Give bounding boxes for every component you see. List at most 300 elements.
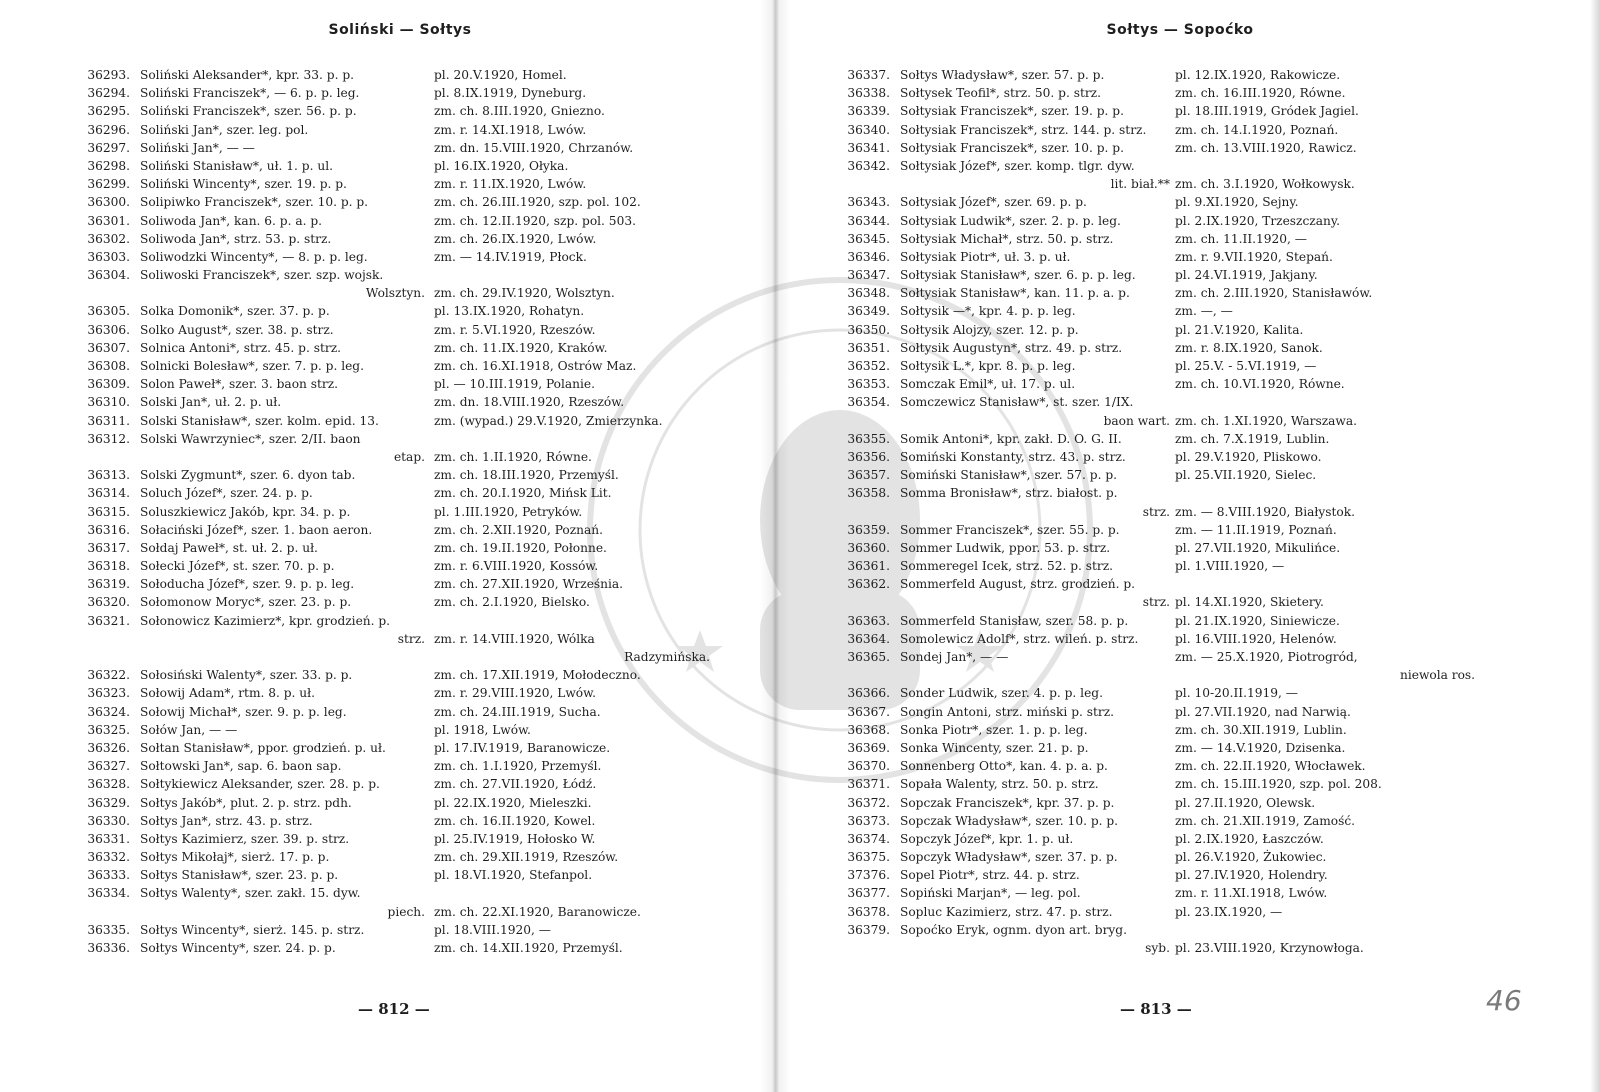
entry-number: 36343. — [847, 195, 890, 210]
entry-line — [830, 921, 1510, 939]
entry-name: Sondej Jan*, — — — [900, 650, 1009, 664]
pencil-note: 46 — [1486, 984, 1522, 1017]
entry-line — [830, 866, 1510, 884]
entry-number: 36314. — [87, 486, 130, 501]
list-item — [830, 393, 1510, 429]
entry-result: zm. ch. 17.XII.1919, Mołodeczno. — [434, 668, 641, 683]
entry-result: pl. 25.IV.1919, Hołosko W. — [434, 831, 596, 846]
entry-name: Sonka Wincenty, szer. 21. p. p. — [900, 740, 1089, 755]
list-item — [830, 430, 1510, 448]
entry-unit-continuation: strz. — [397, 631, 425, 646]
entry-name: Sopała Walenty, strz. 50. p. strz. — [900, 777, 1099, 792]
entry-name: Sopczyk Władysław*, szer. 37. p. p. — [900, 850, 1118, 865]
entry-result: zm. ch. 30.XII.1919, Lublin. — [1175, 722, 1347, 737]
entry-name: Soliwoda Jan*, kan. 6. p. a. p. — [140, 213, 323, 228]
entry-number: 36367. — [847, 704, 890, 719]
entry-number: 36377. — [847, 886, 890, 901]
entry-number: 36358. — [847, 486, 890, 501]
list-item — [830, 284, 1510, 302]
list-item — [830, 794, 1510, 812]
entry-continuation — [70, 284, 710, 302]
entry-line — [70, 357, 710, 375]
entry-name: Solipiwko Franciszek*, szer. 10. p. p. — [140, 195, 369, 210]
entry-number: 36303. — [87, 249, 130, 264]
entry-number: 36312. — [87, 431, 130, 446]
entry-line — [70, 503, 710, 521]
list-item — [70, 357, 710, 375]
entry-result: zm. ch. 24.III.1919, Sucha. — [434, 704, 601, 719]
entry-name: Sołtowski Jan*, sap. 6. baon sap. — [140, 759, 342, 774]
list-item — [830, 830, 1510, 848]
entry-result: pl. 1.III.1920, Petryków. — [434, 504, 583, 519]
entry-line — [830, 521, 1510, 539]
list-item — [830, 375, 1510, 393]
entry-number: 36345. — [847, 231, 890, 246]
entry-number: 36366. — [847, 686, 890, 701]
entry-name: Solka Domonik*, szer. 37. p. p. — [140, 304, 330, 319]
list-item — [70, 539, 710, 557]
list-item — [830, 684, 1510, 702]
list-item — [70, 339, 710, 357]
entry-result: pl. 10-20.II.1919, — — [1175, 686, 1298, 701]
list-item — [830, 121, 1510, 139]
entry-continuation — [830, 503, 1510, 521]
entry-number: 36327. — [87, 759, 130, 774]
entry-result: pl. 25.VII.1920, Sielec. — [1175, 468, 1317, 483]
entry-name: Soliński Wincenty*, szer. 19. p. p. — [140, 177, 347, 192]
list-item — [70, 739, 710, 757]
entry-name: Solko August*, szer. 38. p. strz. — [140, 322, 334, 337]
entry-number: 36294. — [87, 86, 130, 101]
entry-number: 36329. — [87, 795, 130, 810]
list-item — [830, 302, 1510, 320]
entry-number: 36301. — [87, 213, 130, 228]
entry-name: Sołtys Władysław*, szer. 57. p. p. — [900, 68, 1105, 82]
entry-number: 36316. — [87, 522, 130, 537]
entry-line — [70, 593, 710, 611]
entry-line — [830, 648, 1510, 666]
entry-line — [70, 866, 710, 884]
entry-number: 37376. — [847, 868, 890, 883]
entry-name: Somczak Emil*, uł. 17. p. ul. — [900, 377, 1076, 392]
list-item — [70, 175, 710, 193]
entry-line — [70, 684, 710, 702]
entry-name: Somczewicz Stanisław*, st. szer. 1/IX. — [900, 395, 1134, 410]
entry-line — [70, 794, 710, 812]
entry-name: Sołonowicz Kazimierz*, kpr. grodzień. p. — [140, 613, 391, 628]
entry-number: 36354. — [847, 395, 890, 410]
list-item — [830, 484, 1510, 520]
list-item — [830, 648, 1510, 684]
entry-line — [830, 812, 1510, 830]
entry-number: 36318. — [87, 559, 130, 574]
entry-number: 36323. — [87, 686, 130, 701]
entry-number: 36373. — [847, 813, 890, 828]
list-item — [70, 721, 710, 739]
entry-line — [830, 121, 1510, 139]
list-item — [70, 757, 710, 775]
entry-name: Soliński Jan*, — — — [140, 140, 255, 155]
entry-line — [830, 612, 1510, 630]
entry-name: Sołtys Wincenty*, sierż. 145. p. strz. — [140, 922, 365, 937]
entry-name: Sommerfeld August, strz. grodzień. p. — [900, 577, 1136, 592]
entry-line — [830, 557, 1510, 575]
entry-line — [830, 302, 1510, 320]
entry-name: Songin Antoni, strz. miński p. strz. — [900, 704, 1115, 719]
entry-name: Solski Jan*, uł. 2. p. uł. — [140, 395, 282, 410]
entry-number: 36331. — [87, 831, 130, 846]
entry-result: zm. ch. 26.III.1920, szp. pol. 102. — [434, 195, 641, 210]
entry-name: Sonka Piotr*, szer. 1. p. p. leg. — [900, 722, 1088, 737]
entry-unit-continuation: piech. — [387, 904, 425, 919]
list-item — [830, 266, 1510, 284]
list-item — [70, 939, 710, 957]
entry-result: pl. 16.VIII.1920, Helenów. — [1175, 631, 1337, 646]
list-item — [830, 703, 1510, 721]
entry-line — [830, 794, 1510, 812]
entry-result: pl. 21.IX.1920, Siniewicze. — [1175, 613, 1340, 628]
entry-result: zm. r. 5.VI.1920, Rzeszów. — [434, 322, 596, 337]
entry-result: pl. 27.VII.1920, Mikulińce. — [1175, 540, 1341, 555]
entry-result: zm. ch. 15.III.1920, szp. pol. 208. — [1175, 777, 1382, 792]
list-item — [830, 557, 1510, 575]
list-item — [70, 321, 710, 339]
entry-name: Sołtys Walenty*, szer. zakł. 15. dyw. — [140, 886, 361, 901]
entry-result: zm. ch. 1.I.1920, Przemyśl. — [434, 759, 602, 774]
entry-tail — [70, 648, 710, 666]
entry-line — [830, 248, 1510, 266]
entry-line — [830, 484, 1510, 502]
entry-number: 36334. — [87, 886, 130, 901]
entry-line — [830, 266, 1510, 284]
entry-number: 36308. — [87, 359, 130, 373]
entry-line — [830, 375, 1510, 393]
entry-name: Sopczak Franciszek*, kpr. 37. p. p. — [900, 795, 1115, 810]
entry-name: Somolewicz Adolf*, strz. wileń. p. strz. — [900, 631, 1139, 646]
entry-line — [70, 102, 710, 120]
entry-result: pl. 18.III.1919, Gródek Jagiel. — [1175, 104, 1359, 119]
list-item — [830, 139, 1510, 157]
list-item — [70, 666, 710, 684]
entry-number: 36349. — [847, 304, 890, 319]
list-item — [70, 121, 710, 139]
entry-result: pl. 24.VI.1919, Jakjany. — [1175, 268, 1318, 283]
entry-result: zm. — 25.X.1920, Piotrogród, — [1175, 650, 1358, 664]
entry-name: Sołtysek Teofil*, strz. 50. p. strz. — [900, 86, 1101, 101]
entry-line — [830, 339, 1510, 357]
entry-name: Sonnenberg Otto*, kan. 4. p. a. p. — [900, 759, 1108, 774]
entry-result: zm. r. 14.XI.1918, Lwów. — [434, 122, 587, 137]
list-item — [830, 66, 1510, 84]
entry-number: 36293. — [87, 68, 130, 82]
entry-result: pl. 25.V. - 5.VI.1919, — — [1175, 359, 1317, 373]
entry-number: 36297. — [87, 140, 130, 155]
list-item — [830, 721, 1510, 739]
entry-name: Sołtys Mikołaj*, sierż. 17. p. p. — [140, 850, 330, 865]
entry-line — [830, 102, 1510, 120]
entry-name: Soluszkiewicz Jakób, kpr. 34. p. p. — [140, 504, 351, 519]
list-item — [70, 102, 710, 120]
entry-number: 36372. — [847, 795, 890, 810]
entry-number: 36337. — [847, 68, 890, 82]
entry-name: Sołtys Jakób*, plut. 2. p. strz. pdh. — [140, 795, 352, 810]
entry-name: Sonder Ludwik, szer. 4. p. p. leg. — [900, 686, 1103, 701]
entry-name: Sołtys Wincenty*, szer. 24. p. p. — [140, 941, 336, 955]
left-page — [0, 0, 775, 1092]
entry-line — [70, 830, 710, 848]
entry-number: 36298. — [87, 158, 130, 173]
entry-name: Sołtan Stanisław*, ppor. grodzień. p. uł. — [140, 740, 386, 755]
entry-number: 36348. — [847, 286, 890, 301]
entry-result: zm. ch. 1.II.1920, Równe. — [434, 449, 592, 464]
entry-number: 36322. — [87, 668, 130, 683]
entry-line — [70, 230, 710, 248]
list-item — [830, 612, 1510, 630]
list-item — [70, 593, 710, 611]
list-item — [70, 66, 710, 84]
entry-number: 36325. — [87, 722, 130, 737]
entry-line — [70, 157, 710, 175]
entry-result: zm. ch. 19.II.1920, Połonne. — [434, 540, 607, 555]
entry-name: Soliński Stanisław*, uł. 1. p. ul. — [140, 158, 333, 173]
entry-name: Sołtysiak Józef*, szer. 69. p. p. — [900, 195, 1087, 210]
entry-line — [830, 357, 1510, 375]
entry-result: zm. ch. 2.XII.1920, Poznań. — [434, 522, 604, 537]
list-item — [830, 521, 1510, 539]
entry-result: pl. 23.IX.1920, — — [1175, 904, 1283, 919]
entry-result: zm. r. 6.VIII.1920, Kossów. — [434, 559, 599, 574]
entry-name: Sołtysiak Franciszek*, strz. 144. p. strz. — [900, 122, 1147, 137]
entry-result: pl. 1918, Lwów. — [434, 722, 531, 737]
entry-result: zm. ch. 22.II.1920, Włocławek. — [1175, 759, 1366, 774]
entry-result: zm. ch. 14.I.1920, Poznań. — [1175, 122, 1339, 137]
entry-line — [830, 903, 1510, 921]
entry-number: 36346. — [847, 249, 890, 264]
list-item — [70, 703, 710, 721]
list-item — [830, 193, 1510, 211]
entry-number: 36302. — [87, 231, 130, 246]
entry-name: Solon Paweł*, szer. 3. baon strz. — [140, 377, 339, 392]
entry-line — [70, 430, 710, 448]
entry-result: zm. ch. 22.XI.1920, Baranowicze. — [434, 904, 641, 919]
list-item — [830, 466, 1510, 484]
entry-line — [70, 139, 710, 157]
entry-unit-continuation: baon wart. — [1103, 413, 1170, 428]
list-item — [830, 903, 1510, 921]
entry-name: Sołtykiewicz Aleksander, szer. 28. p. p. — [140, 777, 380, 792]
entry-line — [70, 193, 710, 211]
list-item — [830, 848, 1510, 866]
entry-line — [830, 739, 1510, 757]
list-item — [70, 266, 710, 302]
entry-result: pl. 20.V.1920, Homel. — [434, 68, 567, 82]
entry-line — [70, 557, 710, 575]
entry-result: zm. ch. 1.XI.1920, Warszawa. — [1175, 413, 1357, 428]
list-item — [70, 375, 710, 393]
entry-result: zm. ch. 11.II.1920, — — [1175, 231, 1307, 246]
entry-number: 36340. — [847, 122, 890, 137]
list-item — [830, 230, 1510, 248]
list-item — [830, 539, 1510, 557]
list-item — [70, 230, 710, 248]
entry-name: Soliński Jan*, szer. leg. pol. — [140, 122, 309, 137]
entry-result: zm. r. 11.XI.1918, Lwów. — [1175, 886, 1328, 901]
entry-result: zm. ch. 29.IV.1920, Wolsztyn. — [434, 286, 615, 301]
entry-number: 36339. — [847, 104, 890, 119]
right-page — [790, 0, 1600, 1092]
list-item — [70, 193, 710, 211]
entry-name: Sommeregel Icek, strz. 52. p. strz. — [900, 559, 1114, 574]
entry-result: pl. 22.IX.1920, Mieleszki. — [434, 795, 592, 810]
entry-result: zm. ch. 2.I.1920, Bielsko. — [434, 595, 590, 610]
list-item — [70, 612, 710, 667]
entry-name: Sołdaj Paweł*, st. uł. 2. p. uł. — [140, 540, 318, 555]
list-item — [830, 739, 1510, 757]
entry-line — [830, 539, 1510, 557]
entry-result: zm. r. 29.VIII.1920, Lwów. — [434, 686, 596, 701]
entry-line — [830, 212, 1510, 230]
entry-line — [70, 721, 710, 739]
entry-result: zm. ch. 14.XII.1920, Przemyśl. — [434, 941, 623, 955]
list-item — [70, 684, 710, 702]
entry-name: Sołecki Józef*, st. szer. 70. p. p. — [140, 559, 335, 574]
entry-line — [830, 721, 1510, 739]
list-item — [830, 339, 1510, 357]
entry-line — [70, 539, 710, 557]
entry-number: 36353. — [847, 377, 890, 392]
entry-line — [70, 575, 710, 593]
entry-result: zm. ch. 27.XII.1920, Września. — [434, 577, 624, 592]
entry-result: zm. ch. 10.VI.1920, Równe. — [1175, 377, 1345, 392]
entry-result: zm. dn. 15.VIII.1920, Chrzanów. — [434, 140, 634, 155]
entry-name: Somik Antoni*, kpr. zakł. D. O. G. II. — [900, 431, 1122, 446]
entry-number: 36356. — [847, 449, 890, 464]
entry-result: pl. 8.IX.1919, Dyneburg. — [434, 86, 587, 101]
entry-result: zm. ch. 29.XII.1919, Rzeszów. — [434, 850, 619, 865]
entry-line — [70, 666, 710, 684]
list-item — [830, 775, 1510, 793]
entry-number: 36364. — [847, 631, 890, 646]
list-item — [830, 921, 1510, 957]
entry-number: 36330. — [87, 813, 130, 828]
entry-result: pl. 2.IX.1920, Trzeszczany. — [1175, 213, 1340, 228]
entry-number: 36368. — [847, 722, 890, 737]
entry-result: zm. ch. 7.X.1919, Lublin. — [1175, 431, 1330, 446]
entry-number: 36375. — [847, 850, 890, 865]
entry-result: pl. — 10.III.1919, Polanie. — [434, 377, 596, 392]
entry-number: 36357. — [847, 468, 890, 483]
entry-continuation — [830, 593, 1510, 611]
entry-line — [830, 848, 1510, 866]
entry-line — [70, 339, 710, 357]
list-item — [830, 884, 1510, 902]
entry-result: zm. ch. 16.III.1920, Równe. — [1175, 86, 1346, 101]
entry-line — [70, 939, 710, 957]
entry-name: Sopluc Kazimierz, strz. 47. p. strz. — [900, 904, 1113, 919]
entry-line — [70, 739, 710, 757]
entry-number: 36347. — [847, 268, 890, 283]
entry-name: Sołosiński Walenty*, szer. 33. p. p. — [140, 668, 353, 683]
entry-result: zm. r. 9.VII.1920, Stepań. — [1175, 249, 1333, 264]
entry-result-tail: Radzymińska. — [624, 650, 710, 664]
entry-tail — [830, 666, 1510, 684]
entry-name: Sołtysiak Piotr*, uł. 3. p. uł. — [900, 249, 1071, 264]
entry-result: pl. 18.VIII.1920, — — [434, 922, 551, 937]
entry-name: Soliński Franciszek*, szer. 56. p. p. — [140, 104, 357, 119]
entry-name: Sommer Ludwik, ppor. 53. p. strz. — [900, 540, 1111, 555]
entry-result: zm. ch. 26.IX.1920, Lwów. — [434, 231, 597, 246]
entry-name: Sołtysiak Franciszek*, szer. 10. p. p. — [900, 140, 1124, 155]
entry-line — [70, 248, 710, 266]
entry-name: Sołtysik L.*, kpr. 8. p. p. leg. — [900, 359, 1076, 373]
entry-name: Sołtysiak Stanisław*, szer. 6. p. p. leg. — [900, 268, 1136, 283]
entry-result: zm. — 8.VIII.1920, Białystok. — [1175, 504, 1356, 519]
page-header: Soliński — Sołtys — [328, 22, 472, 38]
entry-name: Soliwoda Jan*, strz. 53. p. strz. — [140, 231, 332, 246]
entry-name: Sommerfeld Stanisław, szer. 58. p. p. — [900, 613, 1129, 628]
entry-number: 36359. — [847, 522, 890, 537]
list-item — [830, 157, 1510, 193]
entry-number: 36352. — [847, 359, 890, 373]
entry-line — [70, 484, 710, 502]
entry-result: pl. 27.II.1920, Olewsk. — [1175, 795, 1316, 810]
entry-continuation — [830, 412, 1510, 430]
entry-line — [70, 521, 710, 539]
entry-name: Sołaciński Józef*, szer. 1. baon aeron. — [140, 522, 373, 537]
entry-name: Sołtysik Alojzy, szer. 12. p. p. — [900, 322, 1079, 337]
list-item — [70, 575, 710, 593]
entry-result: pl. 23.VIII.1920, Krzynowłoga. — [1175, 941, 1364, 955]
list-item — [70, 412, 710, 430]
entry-result: zm. ch. 20.I.1920, Mińsk Lit. — [434, 486, 612, 501]
entry-result: zm. ch. 2.III.1920, Stanisławów. — [1175, 286, 1373, 301]
entry-line — [70, 812, 710, 830]
entry-line — [70, 393, 710, 411]
entry-number: 36296. — [87, 122, 130, 137]
entry-number: 36378. — [847, 904, 890, 919]
entry-number: 36374. — [847, 831, 890, 846]
list-item — [70, 430, 710, 466]
entry-number: 36299. — [87, 177, 130, 192]
entry-line — [70, 84, 710, 102]
entry-number: 36351. — [847, 340, 890, 355]
list-item — [70, 884, 710, 920]
entry-line — [70, 266, 710, 284]
entry-result: pl. 2.IX.1920, Łaszczów. — [1175, 831, 1324, 846]
entry-result: pl. 27.VII.1920, nad Narwią. — [1175, 704, 1351, 719]
entry-number: 36370. — [847, 759, 890, 774]
entry-line — [70, 921, 710, 939]
entry-number: 36306. — [87, 322, 130, 337]
entry-line — [70, 175, 710, 193]
entry-result: zm. ch. 12.II.1920, szp. pol. 503. — [434, 213, 636, 228]
entry-unit-continuation: etap. — [393, 449, 425, 464]
entry-continuation — [70, 448, 710, 466]
entry-result: zm. ch. 3.I.1920, Wołkowysk. — [1175, 177, 1355, 192]
entry-list — [70, 66, 710, 957]
list-item — [70, 157, 710, 175]
entry-result: pl. 17.IV.1919, Baranowicze. — [434, 740, 611, 755]
entry-result-tail: niewola ros. — [1400, 668, 1476, 683]
list-item — [70, 848, 710, 866]
entry-unit-continuation: Wolsztyn. — [365, 286, 425, 301]
entry-result: pl. 27.IV.1920, Holendry. — [1175, 868, 1328, 883]
entry-name: Soliwoski Franciszek*, szer. szp. wojsk. — [140, 268, 384, 283]
entry-name: Sołtysik Augustyn*, strz. 49. p. strz. — [900, 340, 1123, 355]
entry-result: zm. ch. 21.XII.1919, Zamość. — [1175, 813, 1356, 828]
list-item — [830, 84, 1510, 102]
entry-name: Sopel Piotr*, strz. 44. p. strz. — [900, 868, 1080, 883]
